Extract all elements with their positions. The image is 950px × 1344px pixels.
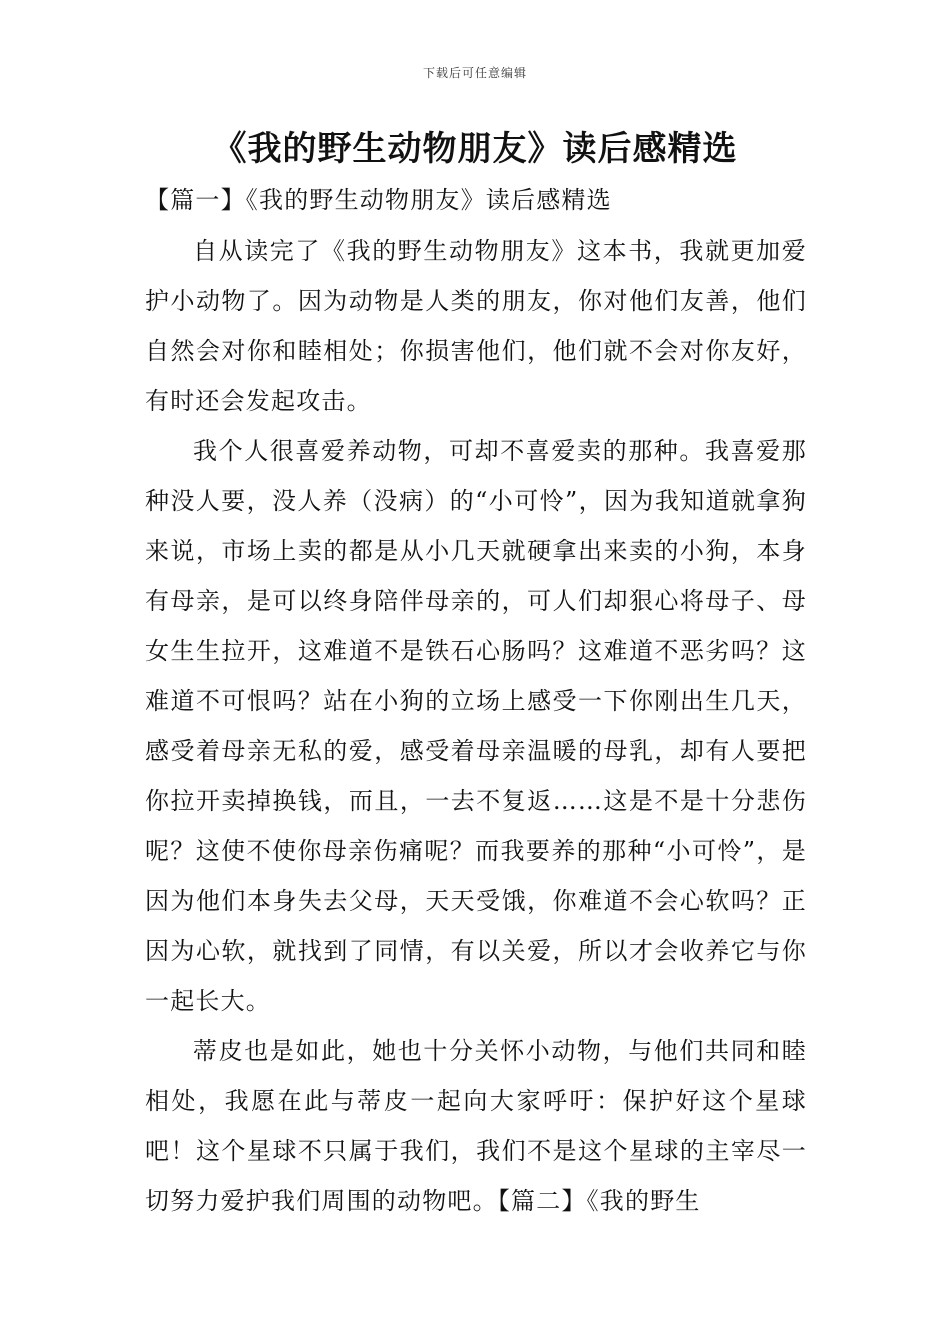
header-note: 下载后可任意编辑: [422, 66, 527, 80]
paragraph-3: 蒂皮也是如此，她也十分关怀小动物，与他们共同和睦相处，我愿在此与蒂皮一起向大家呼吁：保护好这个星球吧！这个星球不只属于我们，我们不是这个星球的主宰尽一切努力爱护我们周围的动物吧。【篇二】《我的野生: [145, 1037, 807, 1215]
document-title: 《我的野生动物朋友》读后感精选: [212, 129, 738, 169]
document-body: [145, 178, 807, 1226]
paragraph-1: 自从读完了《我的野生动物朋友》这本书，我就更加爱护小动物了。因为动物是人类的朋友，你对他们友善，他们自然会对你和睦相处；你损害他们，他们就不会对你友好，有时还会发起攻击。: [145, 237, 807, 415]
section-heading: 【篇一】《我的野生动物朋友》读后感精选: [145, 186, 612, 214]
paragraph-2: 我个人很喜爱养动物，可却不喜爱卖的那种。我喜爱那种没人要，没人养（没病）的“小可怜”，因为我知道就拿狗来说，市场上卖的都是从小几天就硬拿出来卖的小狗，本身有母亲，是可以终身陪伴母亲的，可人们却狠心将母子、母女生生拉开，这难道不是铁石心肠吗？这难道不恶劣吗？这难道不可恨吗？站在小狗的立场上感受一下你刚出生几天，感受着母亲无私的爱，感受着母亲温暖的母乳，却有人要把你拉开卖掉换钱，而且，一去不复返……这是不是十分悲伤呢？这使不使你母亲伤痛呢？而我要养的那种“小可怜”，是因为他们本身失去父母，天天受饿，你难道不会心软吗？正因为心软，就找到了同情，有以关爱，所以才会收养它与你一起长大。: [145, 437, 807, 1015]
